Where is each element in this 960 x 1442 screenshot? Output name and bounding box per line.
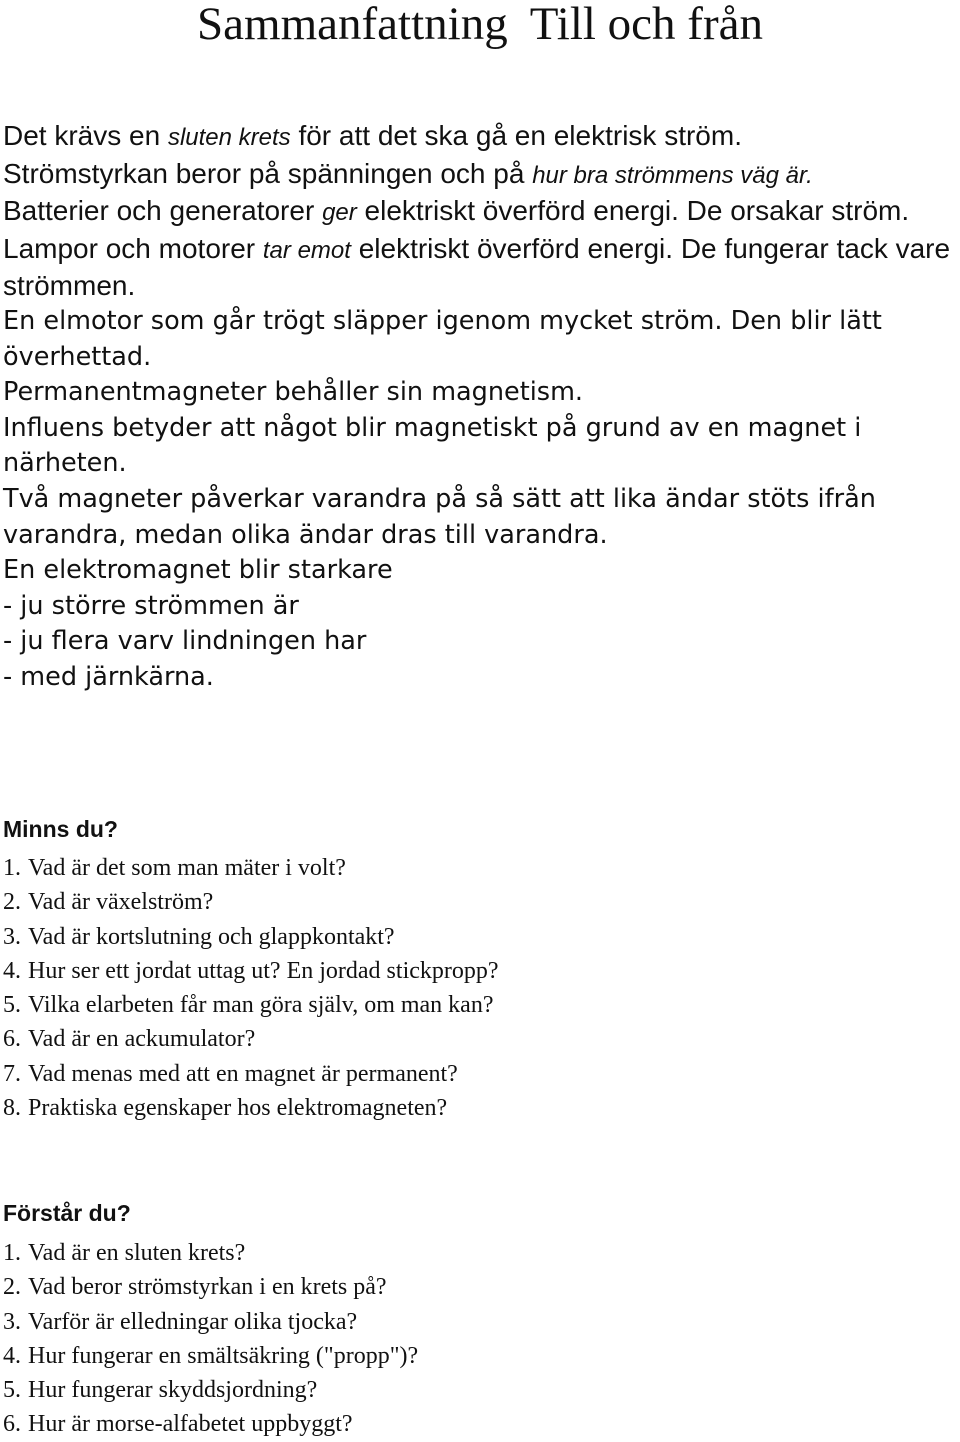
summary-line-2 [3,156,958,194]
question-text: Vad är växelström? [28,889,214,916]
question-number: 3. [3,1308,21,1335]
list-item [3,1091,903,1125]
question-number: 7. [3,1060,21,1087]
question-number: 2. [3,1274,21,1301]
question-text: Hur är morse-alfabetet uppbyggt? [28,1411,353,1438]
question-text: Vad är det som man mäter i volt? [28,855,346,881]
question-text: Hur fungerar en smältsäkring ("propp")? [28,1342,419,1369]
list-item [3,1407,903,1441]
list-item [3,851,903,885]
summary-line-9: En elektromagnet blir starkare [3,555,393,586]
question-number: 1. [3,855,21,881]
question-text: Hur ser ett jordat uttag ut? En jordad stickpropp? [28,957,499,984]
list-item [3,1022,903,1056]
question-text: Varför är elledningar olika tjocka? [28,1308,358,1335]
question-text: Vad menas med att en magnet är permanent? [28,1060,458,1087]
minns-question-list [3,851,903,1125]
list-item [3,920,903,954]
list-item [3,988,903,1022]
question-number: 6. [3,1026,21,1053]
question-text: Vad beror strömstyrkan i en krets på? [28,1274,387,1301]
list-item [3,1305,903,1339]
list-item [3,1236,903,1270]
summary-line-7: Influens betyder att något blir magnetiskt på grund av en magnet i närheten. [3,412,862,479]
list-item [3,1270,903,1304]
summary-line-10: - ju större strömmen är [3,590,299,621]
forstar-heading: Förstår du? [3,1200,131,1226]
list-item [3,1057,903,1091]
summary-emphasis: hur bra strömmens väg är. [532,161,813,189]
question-number: 5. [3,992,21,1019]
summary-text-span: för att det ska gå en elektrisk ström. [290,120,742,151]
question-text: Vad är en sluten krets? [28,1240,246,1266]
question-number: 4. [3,1342,21,1369]
question-number: 5. [3,1377,21,1404]
summary-text-span: Batterier och generatorer [3,195,323,227]
summary-emphasis: ger [322,199,357,227]
title-part-1: Sammanfattning [197,0,508,50]
summary-line-5: En elmotor som går trögt släpper igenom mycket ström. Den blir lätt överhettad. [3,305,882,372]
question-number: 8. [3,1095,21,1122]
summary-line-6: Permanentmagneter behåller sin magnetism. [3,377,584,408]
summary-text-span: Strömstyrkan beror på spänningen och på [3,157,533,189]
forstar-question-list [3,1236,903,1442]
summary-line-3 [3,193,958,231]
list-item [3,1373,903,1407]
summary-emphasis: tar emot [262,236,351,264]
summary-emphasis: sluten krets [167,124,291,151]
summary-text [3,118,958,696]
summary-text-span: Lampor och motorer [3,232,263,264]
summary-line-11: - ju flera varv lindningen har [3,626,367,657]
question-text: Vad är kortslutning och glappkontakt? [28,923,395,950]
page-title [0,0,960,48]
question-number: 3. [3,923,21,950]
question-number: 1. [3,1240,21,1266]
summary-line-1 [3,118,958,156]
summary-text-span: Det krävs en [3,120,168,151]
summary-text-span: elektriskt överförd energi. De orsakar ström. [356,195,910,227]
question-text: Vilka elarbeten får man göra själv, om man kan? [28,992,494,1019]
summary-line-4 [3,231,958,304]
minns-heading: Minns du? [3,816,118,842]
summary-line-8: Två magneter påverkar varandra på så sätt att lika ändar stöts ifrån varandra, medan olika ändar dras till varandra. [3,483,876,550]
list-item [3,885,903,919]
question-number: 2. [3,889,21,916]
title-part-2: Till och från [529,0,763,50]
question-text: Vad är en ackumulator? [28,1026,256,1053]
summary-text-span: elektriskt överförd energi. De fungerar tack vare strömmen. [3,232,951,302]
question-text: Hur fungerar skyddsjordning? [28,1377,318,1404]
list-item [3,1339,903,1373]
list-item [3,954,903,988]
question-text: Praktiska egenskaper hos elektromagneten? [28,1095,448,1122]
question-number: 6. [3,1411,21,1438]
summary-line-12: - med järnkärna. [3,661,214,692]
question-number: 4. [3,957,21,984]
